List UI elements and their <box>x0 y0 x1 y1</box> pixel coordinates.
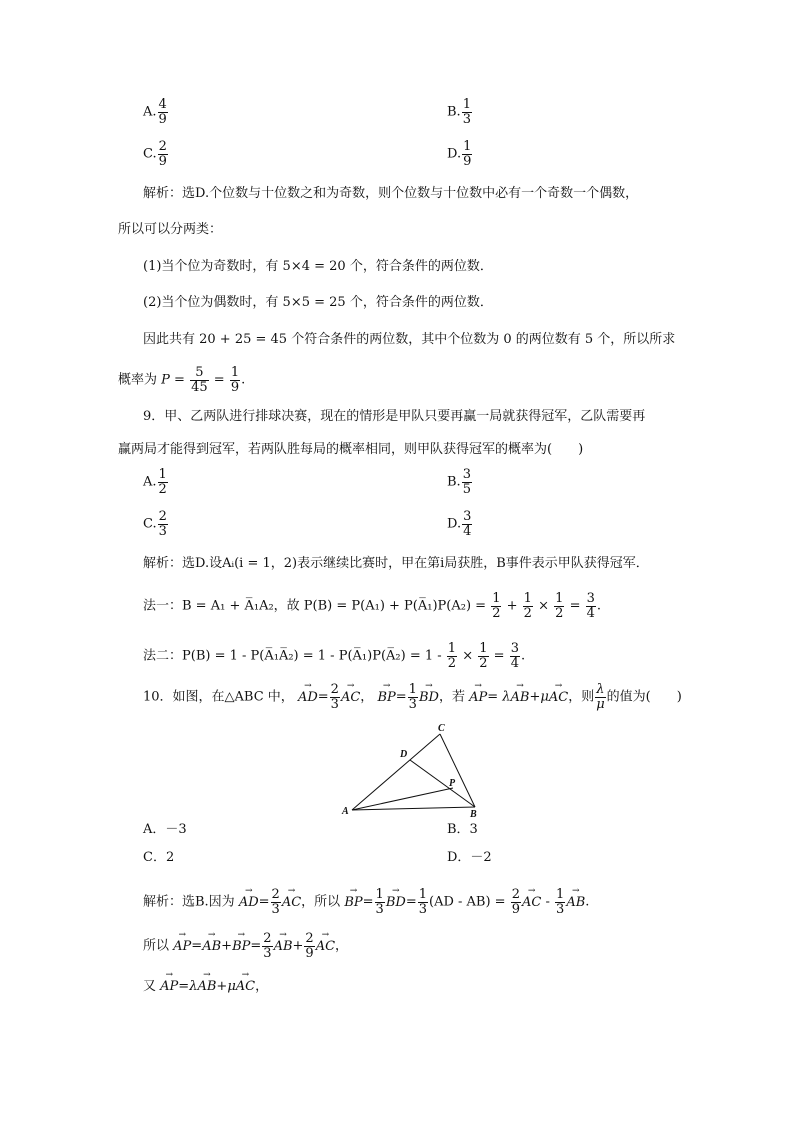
label-d: D <box>400 749 408 760</box>
q10-solution-line3: 又 → AP=λ→ AB+μ→ AC， <box>143 980 268 993</box>
q10-stem: 10．如图，在△ABC 中， → AD= $\frac{2}{3}$ → AC， → BP= $\frac{1}{3}$ → BD，若 → AP= λ→ AB+μ→ AC，则 $\frac{\lambda}{\mu}$ 的值为( ) <box>143 683 682 711</box>
q10-option-b: B．3 <box>447 822 478 837</box>
q8-option-b: B. $\frac{1}{3}$ <box>447 97 471 127</box>
q9-option-a: A. $\frac{1}{2}$ <box>143 467 167 497</box>
q10-solution-line2: 所以 → AP=→ AB+→ BP= $\frac{2}{3}$ → AB+ $\frac{2}{9}$ → AC， <box>143 932 348 960</box>
q9-solution-line1: 解析：选D.设Aᵢ(i = 1，2)表示继续比赛时，甲在第i局获胜，B事件表示甲队获得冠军． <box>143 556 649 571</box>
q8-probability-line: 概率为 P = $\frac{5}{45}$ = $\frac{1}{9}$ . <box>118 365 246 395</box>
q8-option-c: C. $\frac{2}{9}$ <box>143 139 167 169</box>
q10-option-d: D．－2 <box>447 850 492 865</box>
q10-solution-line1: 解析：选B.因为 → AD= $\frac{2}{3}$ → AC，所以 → BP= $\frac{1}{3}$ → BD= $\frac{1}{3}$ (AD - AB) = $\frac{2}{9}$ → AC - $\frac{1}{3}$ → AB. <box>143 888 589 916</box>
q8-solution-line5: 因此共有 20 + 25 = 45 个符合条件的两位数，其中个位数为 0 的两位数有 5 个，所以所求 <box>143 332 676 347</box>
label-p: P <box>449 778 456 789</box>
q8-solution-line4: (2)当个位为偶数时，有 5×5 = 25 个，符合条件的两位数． <box>143 295 493 310</box>
label-a: A <box>342 806 349 817</box>
q8-solution-line2: 所以可以分两类： <box>118 222 223 237</box>
q8-option-a: A. $\frac{4}{9}$ <box>143 97 167 127</box>
q8-solution-line3: (1)当个位为奇数时，有 5×4 = 20 个，符合条件的两位数． <box>143 259 493 274</box>
q9-stem-line1: 9．甲、乙两队进行排球决赛，现在的情形是甲队只要再赢一局就获得冠军，乙队需要再 <box>143 409 646 424</box>
segment-ap <box>352 788 453 810</box>
q9-option-c: C. $\frac{2}{3}$ <box>143 509 167 539</box>
side-bc <box>440 734 475 807</box>
label-b: B <box>470 809 477 820</box>
q9-stem-line2: 赢两局才能得到冠军，若两队胜每局的概率相同，则甲队获得冠军的概率为( ) <box>118 442 584 457</box>
q9-option-b: B. $\frac{3}{5}$ <box>447 467 471 497</box>
segment-bd <box>410 760 475 807</box>
q8-solution-line1: 解析：选D.个位数与十位数之和为奇数，则个位数与十位数中必有一个奇数一个偶数， <box>143 186 639 201</box>
triangle-figure <box>330 720 490 820</box>
label-c: C <box>438 723 445 734</box>
q9-option-d: D. $\frac{3}{4}$ <box>447 509 472 539</box>
q9-method1: 法一：B = A₁ + A̅₁A₂，故 P(B) = P(A₁) + P(A̅₁)P(A₂) = $\frac{1}{2}$ + $\frac{1}{2}$ × $\frac{1}{2}$ = $\frac{3}{4}$ . <box>143 591 602 621</box>
q8-option-d: D. $\frac{1}{9}$ <box>447 139 472 169</box>
q10-option-a: A．－3 <box>143 822 187 837</box>
side-ab <box>352 807 475 810</box>
q9-method2: 法二：P(B) = 1 - P(A̅₁A̅₂) = 1 - P(A̅₁)P(A̅₂) = 1 - $\frac{1}{2}$ × $\frac{1}{2}$ = $\frac{3}{4}$ . <box>143 641 526 671</box>
q10-option-c: C．2 <box>143 850 175 865</box>
